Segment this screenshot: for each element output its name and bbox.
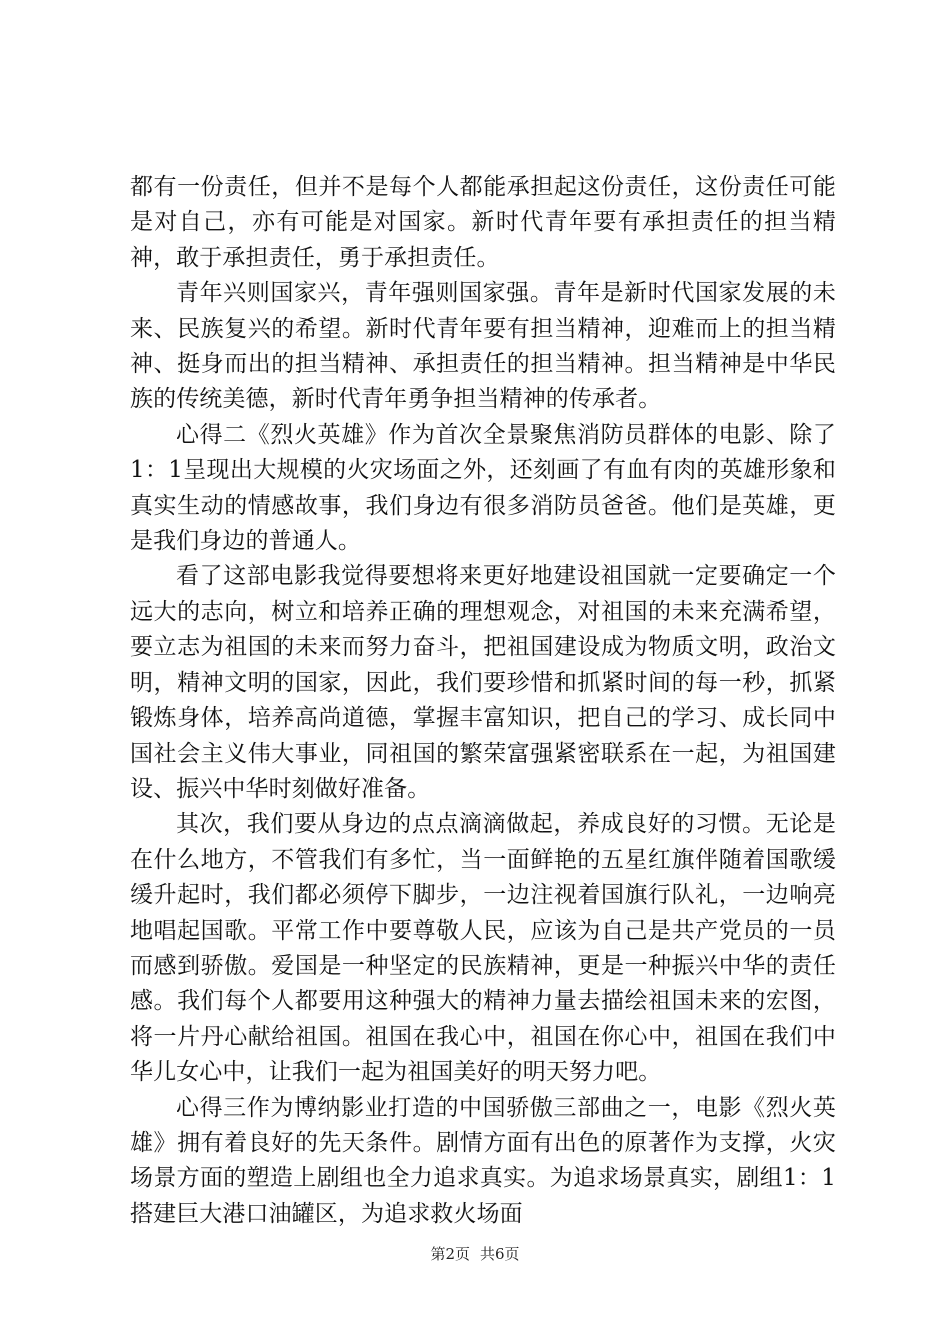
page-number: 第2页 (430, 1245, 470, 1263)
paragraph-build-motherland: 看了这部电影我觉得要想将来更好地建设祖国就一定要确定一个远大的志向，树立和培养正确的理想观念，对祖国的未来充满希望，要立志为祖国的未来而努力奋斗，把祖国建设成为物质文明，政治文明，精神文明的国家，因此，我们要珍惜和抓紧时间的每一秒，抓紧锻炼身体，培养高尚道德，掌握丰富知识，把自己的学习、成长同中国社会主义伟大事业，同祖国的繁荣富强紧密联系在一起，为祖国建设、振兴中华时刻做好准备。 (130, 563, 836, 802)
paragraph-continuation: 都有一份责任，但并不是每个人都能承担起这份责任，这份责任可能是对自己，亦有可能是对国家。新时代青年要有承担责任的担当精神，敢于承担责任，勇于承担责任。 (130, 174, 836, 271)
page-footer (0, 1244, 950, 1264)
page-total: 共6页 (480, 1245, 520, 1263)
paragraph-reflection-three: 心得三作为博纳影业打造的中国骄傲三部曲之一，电影《烈火英雄》拥有着良好的先天条件。剧情方面有出色的原著作为支撑，火灾场景方面的塑造上剧组也全力追求真实。为追求场景真实，剧组1：1搭建巨大港口油罐区，为追求救火场面 (130, 1094, 836, 1227)
paragraph-daily-habits: 其次，我们要从身边的点点滴滴做起，养成良好的习惯。无论是在什么地方，不管我们有多忙，当一面鲜艳的五星红旗伴随着国歌缓缓升起时，我们都必须停下脚步，一边注视着国旗行队礼，一边响亮地唱起国歌。平常工作中要尊敬人民，应该为自己是共产党员的一员而感到骄傲。爱国是一种坚定的民族精神，更是一种振兴中华的责任感。我们每个人都要用这种强大的精神力量去描绘祖国未来的宏图，将一片丹心献给祖国。祖国在我心中，祖国在你心中，祖国在我们中华儿女心中，让我们一起为祖国美好的明天努力吧。 (130, 811, 836, 1086)
document-body (130, 170, 836, 1232)
paragraph-youth: 青年兴则国家兴，青年强则国家强。青年是新时代国家发展的未来、民族复兴的希望。新时代青年要有担当精神，迎难而上的担当精神、挺身而出的担当精神、承担责任的担当精神。担当精神是中华民族的传统美德，新时代青年勇争担当精神的传承者。 (130, 280, 836, 413)
paragraph-reflection-two: 心得二《烈火英雄》作为首次全景聚焦消防员群体的电影、除了1：1呈现出大规模的火灾场面之外，还刻画了有血有肉的英雄形象和真实生动的情感故事，我们身边有很多消防员爸爸。他们是英雄，更是我们身边的普通人。 (130, 421, 836, 555)
